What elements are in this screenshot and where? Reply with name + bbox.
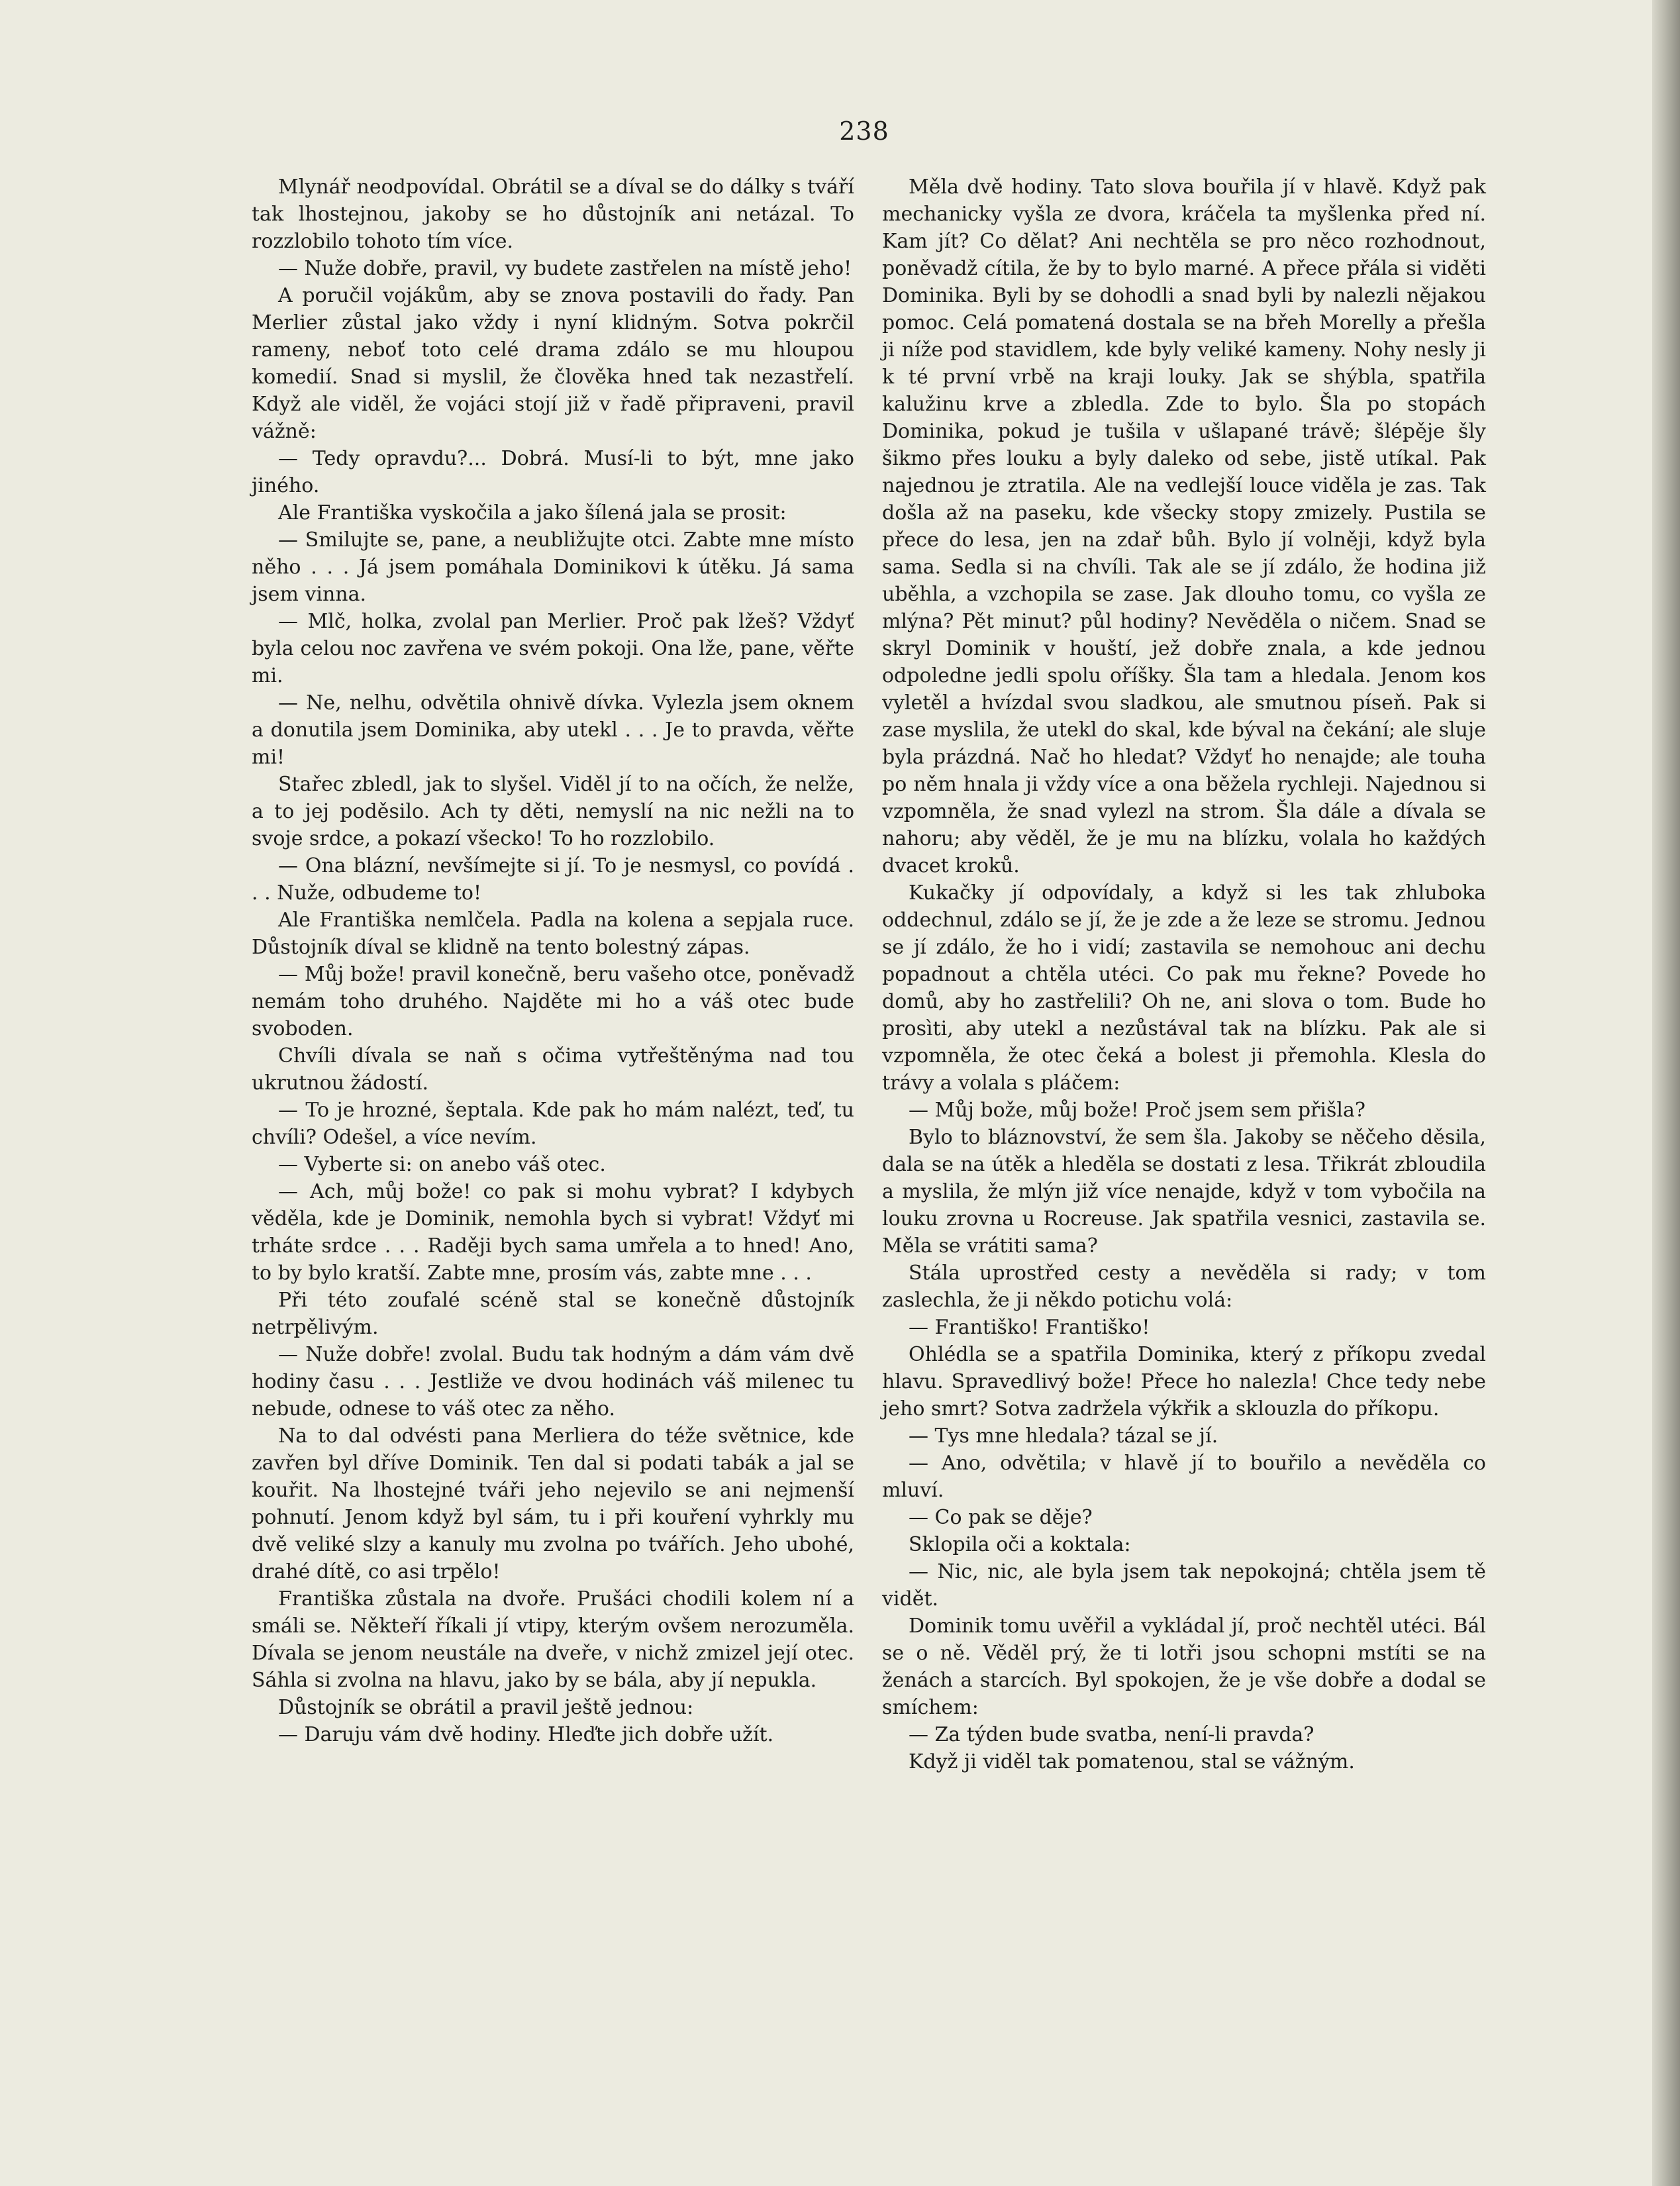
paragraph: — Můj bože, můj bože! Proč jsem sem přišla? [909, 1099, 1365, 1122]
paragraph: Mlynář neodpovídal. Obrátil se a díval se do dálky s tváří tak lhostejnou, jakoby se ho důstojník ani netázal. To rozzlobilo tohoto tím více. [252, 175, 854, 253]
paragraph: — Nuže dobře, pravil, vy budete zastřelen na místě jeho! [278, 257, 852, 280]
paragraph: Stařec zbledl, jak to slyšel. Viděl jí to na očích, že nelže, a to jej poděsilo. Ach ty děti, nemyslí na nic nežli na to svoje srdce, a pokazí všecko! To ho rozzlobilo. [252, 773, 854, 850]
paragraph: — Ano, odvětila; v hlavě jí to bouřilo a nevěděla co mluví. [882, 1452, 1486, 1502]
paragraph: — Nuže dobře! zvolal. Budu tak hodným a dám vám dvě hodiny času . . . Jestliže ve dvou hodinách váš milenec tu nebude, odnese to váš otec za něho. [252, 1343, 854, 1420]
paragraph: — Vyberte si: on anebo váš otec. [278, 1153, 606, 1176]
page-edge-shadow [1652, 0, 1680, 2186]
paragraph: — Co pak se děje? [909, 1506, 1093, 1529]
page-number: 238 [839, 117, 889, 146]
paragraph: — Můj bože! pravil konečně, beru vašeho otce, poněvadž nemám toho druhého. Najděte mi ho a váš otec bude svoboden. [252, 963, 854, 1040]
paragraph: Ohlédla se a spatřila Dominika, který z příkopu zvedal hlavu. Spravedlivý bože! Přece ho nalezla! Chce tedy nebe jeho smrt? Sotva zadržela výkřik a sklouzla do příkopu. [882, 1343, 1486, 1420]
paragraph: Důstojník se obrátil a pravil ještě jednou: [278, 1696, 694, 1719]
paragraph: — To je hrozné, šeptala. Kde pak ho mám nalézt, teď, tu chvíli? Odešel, a více nevím. [252, 1099, 854, 1149]
paragraph: Chvíli dívala se naň s očima vytřeštěnýma nad tou ukrutnou žádostí. [252, 1044, 854, 1095]
paragraph: Měla dvě hodiny. Tato slova bouřila jí v hlavě. Když pak mechanicky vyšla ze dvora, kráčela ta myšlenka před ní. Kam jít? Co dělat? Ani nechtěla se pro něco rozhodnout, poněvadž cítila, že by to bylo marné. A přece přála si viděti Dominika. Byli by se dohodli a snad byli by nalezli nějakou pomoc. Celá pomatená dostala se na břeh Morelly a přešla ji níže pod stavidlem, kde byly veliké kameny. Nohy nesly ji k té první vrbě na kraji louky. Jak se shýbla, spatřila kalužinu krve a zbledla. Zde to bylo. Šla po stopách Dominika, pokud je tušila v ušlapané trávě; šlépěje šly šikmo přes louku a byly daleko od sebe, jistě utíkal. Pak najednou je ztratila. Ale na vedlejší louce viděla je zas. Tak došla až na paseku, kde všecky stopy zmizely. Pustila se přece do lesa, jen na zdař bůh. Bylo jí volněji, když byla sama. Sedla si na chvíli. Tak ale se jí zdálo, že hodina již uběhla, a vzchopila se zase. Jak dlouho tomu, co vyšla ze mlýna? Pět minut? půl hodiny? Nevěděla o ničem. Snad se skryl Dominik v houští, jež dobře znala, a kde jednou odpoledne jedli spolu oříšky. Šla tam a hledala. Jenom kos vyletěl a hvízdal svou sladkou, ale smutnou píseň. Pak si zase myslila, že utekl do skal, kde býval na čekání; ale sluje byla prázdná. Nač ho hledat? Vždyť ho nenajde; ale touha po něm hnala ji vždy více a ona běžela rychleji. Najednou si vzpomněla, že snad vylezl na strom. Šla dále a dívala se nahoru; aby věděl, že je mu na blízku, volala ho každých dvacet kroků. [882, 175, 1486, 877]
paragraph: — Ona blázní, nevšímejte si jí. To je nesmysl, co povídá . . . Nuže, odbudeme to! [252, 854, 854, 905]
right-column [882, 174, 1486, 1775]
paragraph: — Smilujte se, pane, a neubližujte otci. Zabte mne místo něho . . . Já jsem pomáhala Dominikovi k útěku. Já sama jsem vinna. [252, 528, 854, 606]
paragraph: Při této zoufalé scéně stal se konečně důstojník netrpělivým. [252, 1289, 854, 1339]
paragraph: Stála uprostřed cesty a nevěděla si rady; v tom zaslechla, že ji někdo potichu volá: [882, 1262, 1486, 1312]
paragraph: — Daruju vám dvě hodiny. Hleďte jich dobře užít. [278, 1723, 774, 1746]
paragraph: Bylo to bláznovství, že sem šla. Jakoby se něčeho děsila, dala se na útěk a hleděla se dostati z lesa. Třikrát zbloudila a myslila, že mlýn již více nenajde, když v tom vybočila na louku zrovna u Rocreuse. Jak spatřila vesnici, zastavila se. Měla se vrátiti sama? [882, 1126, 1486, 1258]
paragraph: Kukačky jí odpovídaly, a když si les tak zhluboka oddechnul, zdálo se jí, že je zde a že leze se stromu. Jednou se jí zdálo, že ho i vidí; zastavila se nemohouc ani dechu popadnout a chtěla utéci. Co pak mu řekne? Povede ho domů, aby ho zastřelili? Oh ne, ani slova o tom. Bude ho prosìti, aby utekl a nezůstával tak na blízku. Pak ale si vzpomněla, že otec čeká a bolest ji přemohla. Klesla do trávy a volala s pláčem: [882, 881, 1486, 1095]
column-gutter [867, 174, 868, 1962]
paragraph: — Tedy opravdu?... Dobrá. Musí-li to být, mne jako jiného. [252, 447, 854, 497]
paragraph: Když ji viděl tak pomatenou, stal se vážným. [909, 1750, 1355, 1773]
paragraph: — Nic, nic, ale byla jsem tak nepokojná; chtěla jsem tě vidět. [882, 1560, 1486, 1611]
paragraph: — Tys mne hledala? tázal se jí. [909, 1424, 1218, 1448]
paragraph: Na to dal odvésti pana Merliera do téže světnice, kde zavřen byl dříve Dominik. Ten dal si podati tabák a jal se kouřit. Na lhostejné tváři jeho nejevilo se ani nejmenší pohnutí. Jenom když byl sám, tu i při kouření vyhrkly mu dvě veliké slzy a kanuly mu zvolna po tvářích. Jeho ubohé, drahé dítě, co asi trpělo! [252, 1424, 854, 1583]
paragraph: Františka zůstala na dvoře. Prušáci chodili kolem ní a smáli se. Někteří říkali jí vtipy, kterým ovšem nerozuměla. Dívala se jenom neustále na dveře, v nichž zmizel její otec. Sáhla si zvolna na hlavu, jako by se bála, aby jí nepukla. [252, 1587, 854, 1692]
paragraph: — Františko! Františko! [909, 1316, 1150, 1339]
paragraph: Ale Františka nemlčela. Padla na kolena a sepjala ruce. Důstojník díval se klidně na tento bolestný zápas. [252, 909, 854, 959]
paragraph: — Za týden bude svatba, není-li pravda? [909, 1723, 1314, 1746]
paragraph: Sklopila oči a koktala: [909, 1533, 1131, 1556]
paragraph: A poručil vojákům, aby se znova postavili do řady. Pan Merlier zůstal jako vždy i nyní klidným. Sotva pokrčil rameny, neboť toto celé drama zdálo se mu hloupou komedií. Snad si myslil, že člověka hned tak nezastřelí. Když ale viděl, že vojáci stojí již v řadě připraveni, pravil vážně: [252, 284, 854, 443]
paragraph: Ale Františka vyskočila a jako šílená jala se prosit: [278, 501, 787, 524]
paragraph: — Ach, můj bože! co pak si mohu vybrat? I kdybych věděla, kde je Dominik, nemohla bych si vybrat! Vždyť mi trháte srdce . . . Raději bych sama umřela a to hned! Ano, to by bylo kratší. Zabte mne, prosím vás, zabte mne . . . [252, 1180, 854, 1285]
left-column [252, 174, 854, 1748]
paragraph: — Mlč, holka, zvolal pan Merlier. Proč pak lžeš? Vždyť byla celou noc zavřena ve svém pokoji. Ona lže, pane, věřte mi. [252, 610, 854, 687]
paragraph: Dominik tomu uvěřil a vykládal jí, proč nechtěl utéci. Bál se o ně. Věděl prý, že ti lotři jsou schopni mstíti se na ženách a starcích. Byl spokojen, že je vše dobře a dodal se smíchem: [882, 1615, 1486, 1719]
paragraph: — Ne, nelhu, odvětila ohnivě dívka. Vylezla jsem oknem a donutila jsem Dominika, aby utekl . . . Je to pravda, věřte mi! [252, 691, 854, 769]
